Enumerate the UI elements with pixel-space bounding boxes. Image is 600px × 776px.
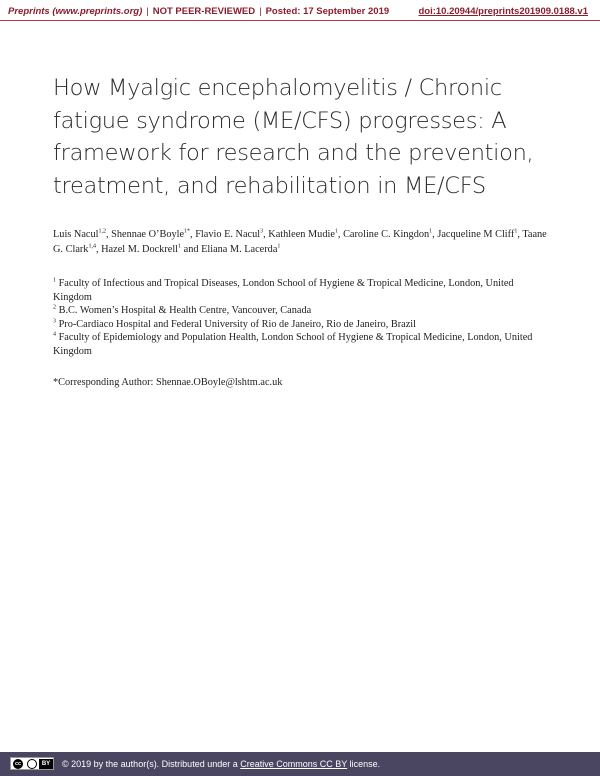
cc-logo-icon: cc	[14, 761, 22, 767]
header-info	[8, 6, 389, 17]
title-line: How Myalgic encephalomyelitis / Chronic	[53, 75, 502, 101]
affiliation-text: Pro-Cardiaco Hospital and Federal University of Rio de Janeiro, Rio de Janeiro, Brazil	[56, 318, 417, 330]
author-affiliation-marker: 1*	[184, 228, 191, 235]
affiliation-list	[53, 277, 553, 358]
affiliation-item	[53, 277, 553, 304]
attribution-person-icon	[27, 759, 37, 769]
by-label: BY	[39, 759, 53, 769]
peer-review-status: NOT PEER-REVIEWED	[152, 6, 256, 17]
author-list: Luis Nacul$^{1,2}$, Shennae O’Boyle$^{1*}$, Flavio E. Nacul$^3$, Kathleen Mudie$^1$, Caroline C. Kingdon$^1$, Jacqueline M Cliff$^1$, Taane G. Clark$^{1,4}$, Hazel M. Dockrell$^1$ and Eliana M. Lacerda$^1$	[53, 228, 547, 255]
author-affiliation-marker: 1	[334, 228, 338, 235]
affiliation-number: 3	[53, 318, 56, 325]
affiliation-number: 1	[53, 277, 56, 284]
cc-by-badge-icon[interactable]	[10, 757, 54, 770]
affiliation-number: 2	[53, 304, 56, 311]
author-name: Jacqueline M Cliff	[437, 229, 515, 240]
author-name: Eliana M. Lacerda	[201, 244, 278, 255]
header-separator: |	[259, 6, 262, 17]
author-affiliation-marker: 1,2	[98, 228, 106, 235]
preprint-header-bar	[0, 0, 600, 24]
header-separator: |	[146, 6, 149, 17]
license-footer	[0, 752, 600, 776]
author-name: Caroline C. Kingdon	[343, 229, 430, 240]
author-name: Shennae O’Boyle	[111, 229, 185, 240]
header-divider	[0, 20, 600, 21]
paper-title	[53, 72, 553, 202]
affiliation-number: 4	[53, 331, 56, 338]
author-name: Hazel M. Dockrell	[101, 244, 179, 255]
author-name: Flavio E. Nacul	[195, 229, 261, 240]
license-link[interactable]: Creative Commons CC BY	[240, 759, 348, 769]
corresponding-author: *Corresponding Author: Shennae.OBoyle@lshtm.ac.uk	[53, 377, 283, 388]
affiliation-item	[53, 318, 553, 332]
author-affiliation-marker: 1	[178, 243, 182, 250]
author-name: Luis Nacul	[53, 229, 99, 240]
affiliation-text: Faculty of Infectious and Tropical Diseases, London School of Hygiene & Tropical Medicine, London, United Kingdom	[53, 278, 514, 303]
title-line: framework for research and the prevention,	[53, 140, 534, 166]
author-affiliation-marker: 1,4	[88, 243, 96, 250]
author-name: Kathleen Mudie	[268, 229, 335, 240]
doi-link[interactable]: doi:10.20944/preprints201909.0188.v1	[418, 6, 588, 17]
title-line: treatment, and rehabilitation in ME/CFS	[53, 172, 486, 199]
author-affiliation-marker: 1	[277, 243, 281, 250]
copyright-text: © 2019 by the author(s). Distributed under a	[62, 759, 241, 769]
title-line: fatigue syndrome (ME/CFS) progresses: A	[53, 107, 507, 134]
author-affiliation-marker: 1	[429, 228, 433, 235]
author-name: Taane G. Clark	[53, 229, 547, 255]
affiliation-text: B.C. Women’s Hospital & Health Centre, Vancouver, Canada	[56, 305, 312, 316]
preprints-site-link[interactable]: Preprints (www.preprints.org)	[8, 6, 143, 17]
license-suffix: license.	[347, 759, 381, 769]
affiliation-text: Faculty of Epidemiology and Population Health, London School of Hygiene & Tropical Medicine, London, United Kingdom	[53, 332, 533, 357]
author-affiliation-marker: 3	[260, 228, 264, 235]
affiliation-item	[53, 331, 553, 358]
license-text	[62, 759, 380, 769]
author-affiliation-marker: 1	[514, 228, 518, 235]
posted-date: Posted: 17 September 2019	[265, 6, 390, 17]
affiliation-item	[53, 304, 553, 318]
